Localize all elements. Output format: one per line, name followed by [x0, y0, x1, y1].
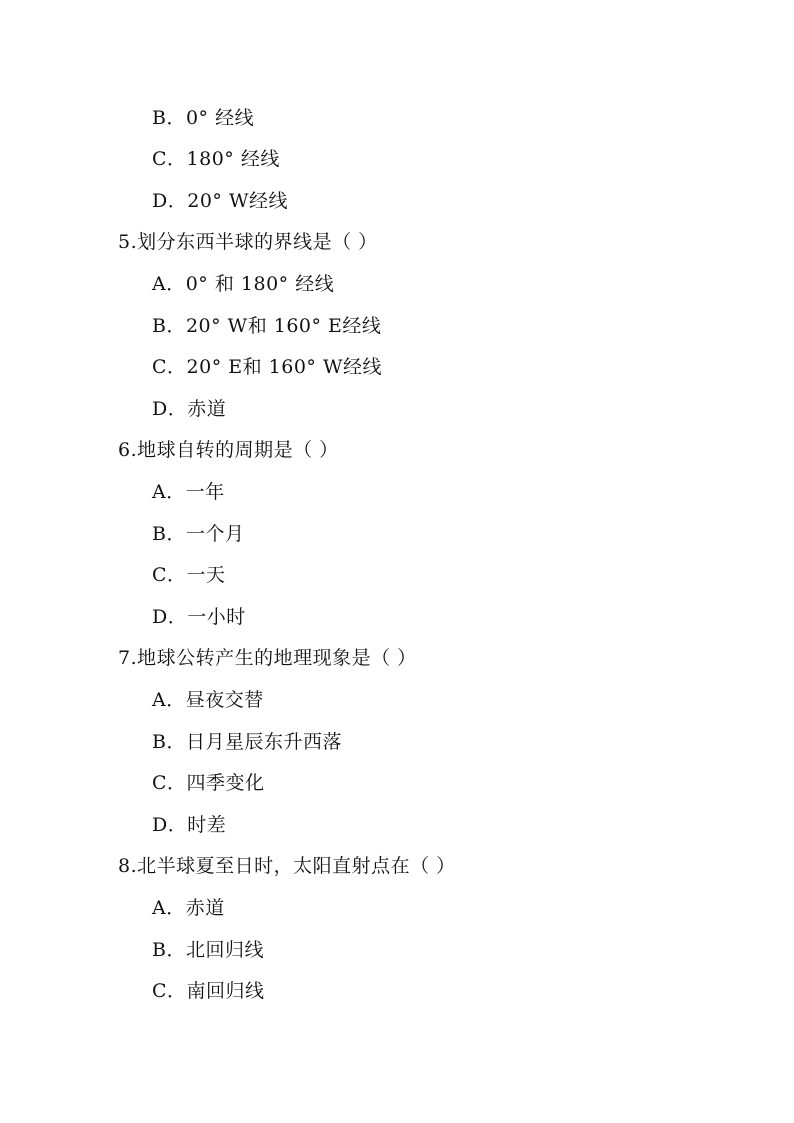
option-4c: C．180° 经线 — [152, 148, 280, 170]
option-5a: A．0° 和 180° 经线 — [152, 273, 335, 295]
option-7d: D．时差 — [152, 814, 227, 836]
option-5d: D．赤道 — [152, 398, 227, 420]
option-4d: D．20° W经线 — [152, 190, 288, 212]
option-7b: B．日月星辰东升西落 — [152, 731, 342, 753]
option-8a: A．赤道 — [152, 897, 225, 919]
option-6a: A．一年 — [152, 481, 225, 503]
option-7c: C．四季变化 — [152, 772, 265, 794]
option-6d: D．一小时 — [152, 606, 246, 628]
option-5c: C．20° E和 160° W经线 — [152, 356, 382, 378]
question-8-stem: 8.北半球夏至日时，太阳直射点在（ ） — [118, 855, 456, 877]
option-4b: B．0° 经线 — [152, 107, 255, 129]
option-6c: C．一天 — [152, 564, 226, 586]
option-8c: C．南回归线 — [152, 980, 265, 1002]
option-5b: B．20° W和 160° E经线 — [152, 315, 382, 337]
option-7a: A．昼夜交替 — [152, 689, 264, 711]
question-6-stem: 6.地球自转的周期是（ ） — [118, 439, 339, 461]
question-7-stem: 7.地球公转产生的地理现象是（ ） — [118, 647, 417, 669]
question-5-stem: 5.划分东西半球的界线是（ ） — [118, 231, 378, 253]
option-8b: B．北回归线 — [152, 939, 264, 961]
option-6b: B．一个月 — [152, 523, 245, 545]
